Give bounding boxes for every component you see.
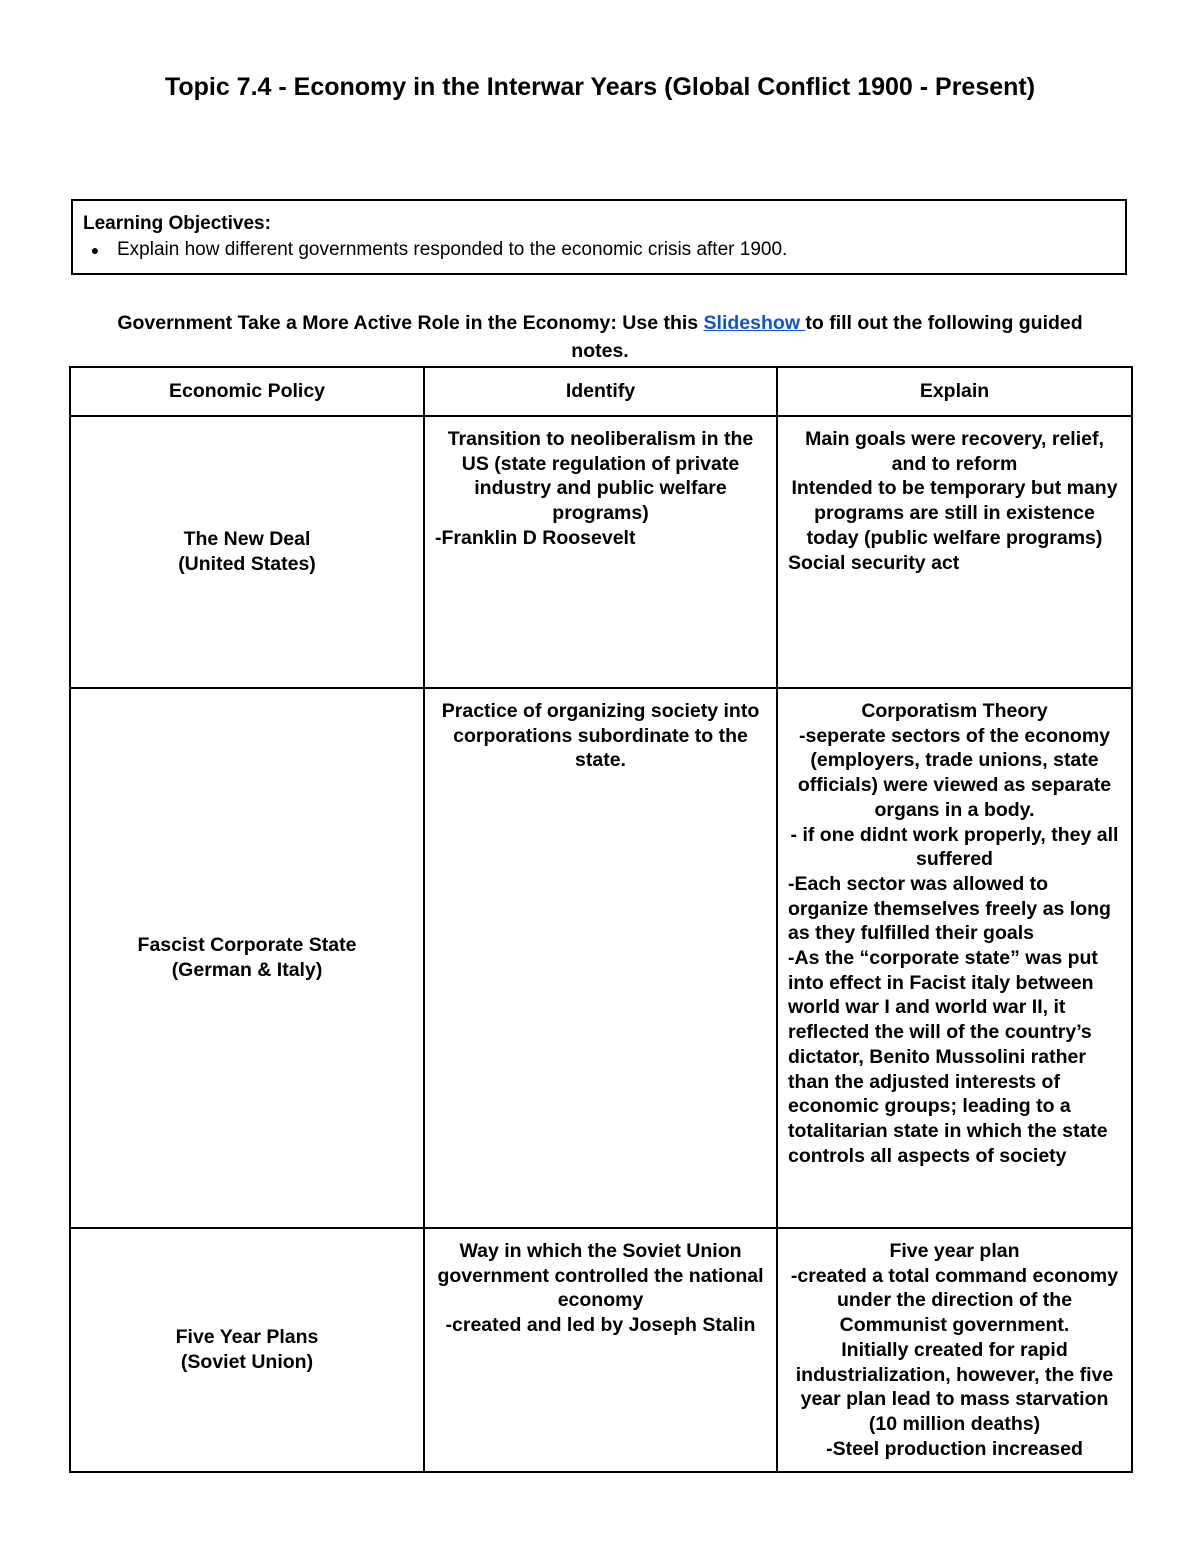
identify-cell — [424, 688, 777, 1228]
objective-text: Explain how different governments responded to the economic crisis after 1900. — [117, 239, 788, 260]
policy-name: The New Deal — [183, 528, 311, 551]
policy-cell — [70, 416, 424, 688]
explain-text: Initially created for rapid industrialization, however, the five year plan lead to mass starvation (10 million deaths) — [795, 1338, 1114, 1435]
policy-region: (United States) — [178, 553, 316, 575]
explain-cell — [777, 1228, 1132, 1472]
header-explain: Explain — [777, 367, 1132, 416]
policy-name: Five Year Plans — [175, 1326, 319, 1349]
explain-text: Main goals were recovery, relief, and to reform — [805, 428, 1104, 475]
bullet-icon: ● — [90, 242, 100, 258]
identify-cell — [424, 1228, 777, 1472]
policy-region: (Soviet Union) — [180, 1351, 314, 1374]
policy-cell — [70, 1228, 424, 1472]
objectives-list — [83, 237, 1113, 263]
table-header-row — [70, 367, 1132, 416]
header-identify: Identify — [424, 367, 777, 416]
explain-text: Social security act — [788, 551, 960, 574]
table-row — [70, 688, 1132, 1228]
objectives-heading: Learning Objectives: — [83, 213, 271, 234]
explain-text: - if one didnt work properly, they all suffered — [790, 823, 1119, 871]
explain-text: Five year plan — [889, 1240, 1020, 1262]
identify-text: -created and led by Joseph Stalin — [445, 1314, 756, 1337]
objective-item — [90, 237, 1113, 263]
explain-text: Intended to be temporary but many programs are still in existence today (public welfare programs) — [791, 477, 1118, 549]
explain-cell — [777, 688, 1132, 1228]
identify-text: Practice of organizing society into corporations subordinate to the state. — [441, 700, 760, 772]
explain-text: -Each sector was allowed to organize themselves freely as long as they fulfilled their goals — [788, 872, 1111, 945]
explain-cell — [777, 416, 1132, 688]
identify-text: Way in which the Soviet Union government controlled the national economy — [437, 1240, 764, 1312]
explain-text: -As the “corporate state” was put into effect in Facist italy between world war I and world war II, it reflected the will of the country’s dictator, Benito Mussolini rather than the adjusted interests of economic groups; leading to a totalitarian state in which the state controls all aspects of society — [788, 947, 1108, 1167]
identify-cell — [424, 416, 777, 688]
table-row — [70, 1228, 1132, 1472]
instructions — [90, 309, 1110, 365]
explain-text: Corporatism Theory — [861, 700, 1048, 722]
instructions-text-after: to fill out the following guided notes. — [571, 312, 1083, 362]
explain-text: -seperate sectors of the economy (employers, trade unions, state officials) were viewed as separate organs in a body. — [797, 724, 1112, 821]
table-row — [70, 416, 1132, 688]
guided-notes-table — [69, 366, 1133, 1473]
explain-text: -Steel production increased — [826, 1437, 1083, 1460]
instructions-text-before: Government Take a More Active Role in the Economy: Use this — [117, 312, 704, 334]
identify-text: -Franklin D Roosevelt — [435, 526, 636, 549]
page-title: Topic 7.4 - Economy in the Interwar Years (Global Conflict 1900 - Present) — [164, 73, 1036, 101]
policy-cell — [70, 688, 424, 1228]
explain-text: -created a total command economy under the direction of the Communist government. — [790, 1264, 1119, 1337]
learning-objectives-box — [71, 199, 1127, 275]
policy-region: (German & Italy) — [171, 959, 323, 981]
policy-name: Fascist Corporate State — [137, 934, 357, 957]
header-economic-policy: Economic Policy — [70, 367, 424, 416]
slideshow-link[interactable]: Slideshow — [703, 312, 806, 334]
identify-text: Transition to neoliberalism in the US (state regulation of private industry and public welfare programs) — [447, 428, 754, 525]
